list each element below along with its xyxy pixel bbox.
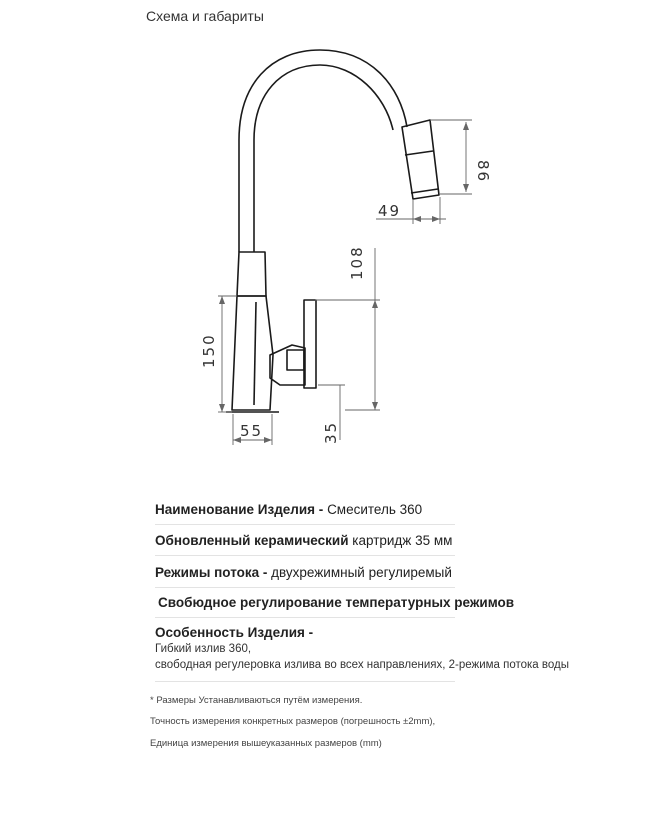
spout-outline-outer: [239, 50, 407, 252]
faucet-body: [232, 296, 273, 410]
spec-temperature: [158, 595, 514, 610]
spec-temperature-label: Свобюдное регулирование температурных режимов: [158, 595, 515, 610]
note-measurement: * Размеры Устанавливаються путём измерения.: [150, 695, 363, 706]
spec-flow-modes-label: Режимы потока -: [155, 565, 268, 580]
spout-outline-inner: [254, 65, 393, 252]
spec-cartridge: [155, 533, 452, 548]
spec-feature: [155, 625, 313, 640]
spec-feature-line-2: свободная регулеровка излива во всех направлениях, 2-режима потока воды: [155, 659, 569, 671]
page-title: Схема и габариты: [146, 8, 264, 24]
dimension-49: 49: [378, 202, 402, 220]
dimension-86: 86: [474, 160, 492, 184]
spec-product-name-label: Наименование Изделия -: [155, 502, 324, 517]
note-units: Единица измерения вышеуказанных размеров (mm): [150, 738, 382, 749]
spec-cartridge-label: Обновленный керамический: [155, 533, 349, 548]
dimension-55: 55: [240, 422, 264, 440]
spout-collar: [237, 252, 266, 296]
spec-cartridge-value: картридж 35 мм: [352, 533, 453, 548]
divider: [155, 617, 455, 618]
divider: [155, 681, 455, 682]
spec-flow-modes-value: двухрежимный регулиремый: [271, 565, 452, 580]
divider: [155, 524, 455, 525]
divider: [155, 555, 455, 556]
spec-product-name-value: Смеситель 360: [327, 502, 423, 517]
dimension-108: 108: [348, 245, 366, 280]
divider: [155, 587, 455, 588]
spec-flow-modes: [155, 565, 452, 580]
spec-feature-label: Особенность Изделия -: [155, 625, 314, 640]
dimension-150: 150: [200, 333, 218, 368]
note-accuracy: Точность измерения конкретных размеров (погрешность ±2mm),: [150, 716, 436, 727]
spec-product-name: [155, 502, 422, 517]
spec-feature-line-1: Гибкий излив 360,: [155, 643, 252, 655]
spray-head: [402, 120, 439, 199]
dimension-35: 35: [322, 420, 340, 444]
